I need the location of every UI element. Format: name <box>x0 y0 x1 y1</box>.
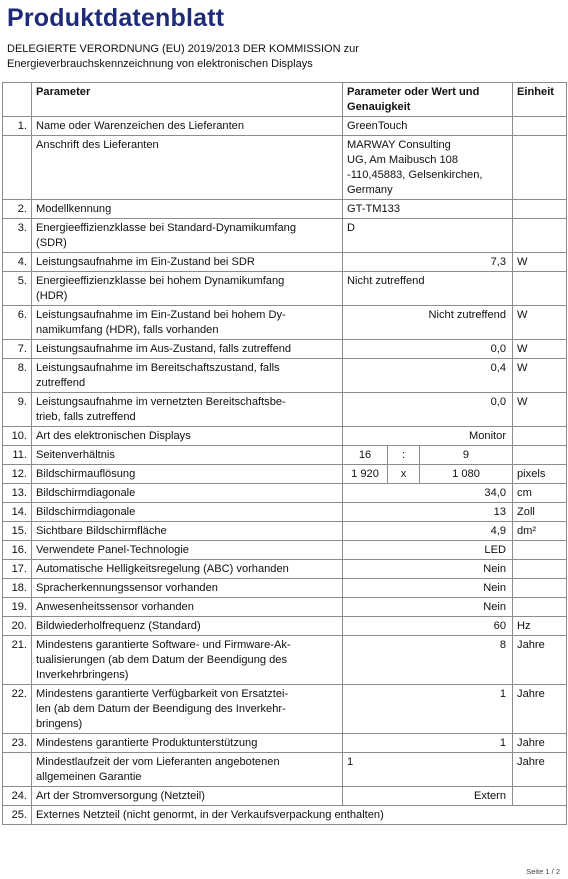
row-number: 15. <box>3 522 32 541</box>
value-part-2: 1 080 <box>420 465 513 484</box>
parameter-cell <box>32 541 343 560</box>
table-row <box>3 136 567 200</box>
value-cell <box>343 306 513 340</box>
unit-cell <box>513 598 567 617</box>
value-cell <box>343 787 513 806</box>
row-number: 3. <box>3 219 32 253</box>
unit-cell <box>513 560 567 579</box>
table-row <box>3 734 567 753</box>
header-value-line-1: Parameter oder Wert und <box>347 86 480 98</box>
value-cell <box>343 522 513 541</box>
parameter-text: Name oder Warenzeichen des Lieferanten <box>36 120 245 132</box>
unit-cell <box>513 200 567 219</box>
header-number <box>3 83 32 117</box>
parameter-cell <box>32 253 343 272</box>
unit-cell: W <box>513 253 567 272</box>
parameter-cell <box>32 393 343 427</box>
unit-cell <box>513 787 567 806</box>
unit-cell: Hz <box>513 617 567 636</box>
unit-cell: W <box>513 340 567 359</box>
regulation-line-2: Energieverbrauchskennzeichnung von elektronischen Displays <box>7 58 313 70</box>
row-number: 23. <box>3 734 32 753</box>
regulation-reference <box>7 42 562 72</box>
value-cell <box>343 617 513 636</box>
table-row <box>3 219 567 253</box>
unit-cell <box>513 117 567 136</box>
parameter-text: Mindestens garantierte Verfügbarkeit von Ersatztei- <box>36 688 289 700</box>
unit-cell: cm <box>513 484 567 503</box>
parameter-text: Bildschirmauflösung <box>36 468 136 480</box>
parameter-cell <box>32 734 343 753</box>
value-text: Extern <box>473 790 507 802</box>
unit-cell <box>513 541 567 560</box>
parameter-text: Leistungsaufnahme im vernetzten Bereitschaftsbe- <box>36 396 286 408</box>
parameter-cell <box>32 560 343 579</box>
value-cell <box>343 541 513 560</box>
parameter-cell <box>32 617 343 636</box>
parameter-text: Bildschirmdiagonale <box>36 487 136 499</box>
value-text: Germany <box>347 184 393 196</box>
parameter-text: tualisierungen (ab dem Datum der Beendigung des <box>36 654 288 666</box>
parameter-text: Spracherkennungssensor vorhanden <box>36 582 218 594</box>
value-text: 60 <box>493 620 507 632</box>
table-row <box>3 306 567 340</box>
value-text: 0,0 <box>490 343 507 355</box>
parameter-cell <box>32 753 343 787</box>
row-number: 20. <box>3 617 32 636</box>
row-number: 10. <box>3 427 32 446</box>
value-part-1: 16 <box>343 446 388 465</box>
value-cell <box>343 560 513 579</box>
value-text: Monitor <box>469 430 507 442</box>
unit-cell: Jahre <box>513 685 567 734</box>
parameter-cell <box>32 685 343 734</box>
table-row <box>3 200 567 219</box>
row-number: 11. <box>3 446 32 465</box>
value-part-1: 1 920 <box>343 465 388 484</box>
value-text: Nein <box>483 582 507 594</box>
row-number <box>3 136 32 200</box>
parameter-text: zutreffend <box>36 377 86 389</box>
row-number: 18. <box>3 579 32 598</box>
value-cell <box>343 427 513 446</box>
value-cell <box>343 685 513 734</box>
parameter-text: Seitenverhältnis <box>36 449 115 461</box>
value-cell <box>343 753 513 787</box>
table-body <box>3 117 567 825</box>
parameter-cell <box>32 427 343 446</box>
table-row <box>3 253 567 272</box>
table-row <box>3 465 567 484</box>
value-text: -110,45883, Gelsenkirchen, <box>347 169 483 181</box>
unit-cell <box>513 427 567 446</box>
row-number: 22. <box>3 685 32 734</box>
parameter-cell <box>32 340 343 359</box>
row-number: 8. <box>3 359 32 393</box>
row-number: 2. <box>3 200 32 219</box>
row-number: 16. <box>3 541 32 560</box>
parameter-cell <box>32 272 343 306</box>
table-row <box>3 753 567 787</box>
value-text: 0,0 <box>490 396 507 408</box>
value-text: GreenTouch <box>347 120 408 132</box>
value-cell <box>343 272 513 306</box>
value-text: D <box>347 222 356 234</box>
table-row <box>3 636 567 685</box>
value-cell <box>343 359 513 393</box>
value-text: 0,4 <box>490 362 507 374</box>
table-row <box>3 503 567 522</box>
parameter-cell <box>32 522 343 541</box>
parameter-text: Leistungsaufnahme im Bereitschaftszustand, falls <box>36 362 280 374</box>
parameter-text: Bildwiederholfrequenz (Standard) <box>36 620 201 632</box>
parameter-cell <box>32 465 343 484</box>
value-cell <box>343 136 513 200</box>
row-number: 14. <box>3 503 32 522</box>
unit-cell: pixels <box>513 465 567 484</box>
value-cell <box>343 579 513 598</box>
unit-cell <box>513 219 567 253</box>
unit-cell: Jahre <box>513 734 567 753</box>
unit-cell: W <box>513 359 567 393</box>
parameter-cell <box>32 598 343 617</box>
table-row <box>3 272 567 306</box>
parameter-text: Energieeffizienzklasse bei hohem Dynamikumfang <box>36 275 285 287</box>
unit-cell <box>513 272 567 306</box>
value-text: UG, Am Maibusch 108 <box>347 154 458 166</box>
table-row <box>3 560 567 579</box>
value-cell <box>343 219 513 253</box>
table-row <box>3 393 567 427</box>
parameter-cell <box>32 806 567 825</box>
unit-cell: W <box>513 306 567 340</box>
parameter-cell <box>32 579 343 598</box>
row-number: 21. <box>3 636 32 685</box>
row-number: 4. <box>3 253 32 272</box>
unit-cell: dm² <box>513 522 567 541</box>
row-number: 6. <box>3 306 32 340</box>
unit-cell <box>513 136 567 200</box>
parameter-text: Art der Stromversorgung (Netzteil) <box>36 790 205 802</box>
value-separator: x <box>388 465 420 484</box>
parameter-text: Leistungsaufnahme im Ein-Zustand bei hohem Dy- <box>36 309 286 321</box>
value-text: Nicht zutreffend <box>428 309 507 321</box>
parameter-cell <box>32 306 343 340</box>
row-number <box>3 753 32 787</box>
table-row <box>3 427 567 446</box>
value-text: 1 <box>347 756 354 768</box>
value-part-2: 9 <box>420 446 513 465</box>
header-unit: Einheit <box>513 83 567 117</box>
value-cell <box>343 393 513 427</box>
value-text: Nein <box>483 563 507 575</box>
parameter-cell <box>32 636 343 685</box>
value-text: 34,0 <box>484 487 507 499</box>
value-text: MARWAY Consulting <box>347 139 451 151</box>
value-text: 13 <box>493 506 507 518</box>
row-number: 12. <box>3 465 32 484</box>
row-number: 24. <box>3 787 32 806</box>
value-text: Nein <box>483 601 507 613</box>
parameter-cell <box>32 484 343 503</box>
value-cell <box>343 253 513 272</box>
value-text: 4,9 <box>490 525 507 537</box>
parameter-text: Verwendete Panel-Technologie <box>36 544 189 556</box>
unit-cell: Jahre <box>513 753 567 787</box>
row-number: 25. <box>3 806 32 825</box>
parameter-text: Mindestlaufzeit der vom Lieferanten angebotenen <box>36 756 280 768</box>
table-header-row <box>3 83 567 117</box>
header-parameter: Parameter <box>32 83 343 117</box>
value-cell <box>343 117 513 136</box>
table-row <box>3 787 567 806</box>
parameter-text: Energieeffizienzklasse bei Standard-Dynamikumfang <box>36 222 297 234</box>
value-cell <box>343 734 513 753</box>
parameter-cell <box>32 200 343 219</box>
table-row <box>3 685 567 734</box>
value-cell <box>343 598 513 617</box>
parameter-text: Modellkennung <box>36 203 112 215</box>
value-text: 7,3 <box>490 256 507 268</box>
table-row <box>3 617 567 636</box>
table-row <box>3 806 567 825</box>
parameter-text: (HDR) <box>36 290 68 302</box>
parameter-text: Art des elektronischen Displays <box>36 430 191 442</box>
parameter-cell <box>32 219 343 253</box>
parameter-text: Leistungsaufnahme im Ein-Zustand bei SDR <box>36 256 255 268</box>
row-number: 5. <box>3 272 32 306</box>
parameter-cell <box>32 787 343 806</box>
value-separator: : <box>388 446 420 465</box>
table-row <box>3 522 567 541</box>
parameter-cell <box>32 359 343 393</box>
value-text: 8 <box>499 639 507 651</box>
parameter-text: namikumfang (HDR), falls vorhanden <box>36 324 219 336</box>
parameter-cell <box>32 117 343 136</box>
parameter-text: trieb, falls zutreffend <box>36 411 136 423</box>
table-row <box>3 359 567 393</box>
table-row <box>3 117 567 136</box>
value-text: 1 <box>499 688 507 700</box>
value-text: GT-TM133 <box>347 203 401 215</box>
unit-cell: W <box>513 393 567 427</box>
regulation-line-1: DELEGIERTE VERORDNUNG (EU) 2019/2013 DER KOMMISSION zur <box>7 43 359 55</box>
parameter-text: Anwesenheitssensor vorhanden <box>36 601 194 613</box>
value-text: LED <box>484 544 507 556</box>
row-number: 7. <box>3 340 32 359</box>
parameter-text: Bildschirmdiagonale <box>36 506 136 518</box>
unit-cell: Jahre <box>513 636 567 685</box>
unit-cell: Zoll <box>513 503 567 522</box>
parameter-text: Sichtbare Bildschirmfläche <box>36 525 167 537</box>
value-text: Nicht zutreffend <box>347 275 425 287</box>
header-value <box>343 83 513 117</box>
row-number: 13. <box>3 484 32 503</box>
unit-cell <box>513 446 567 465</box>
row-number: 17. <box>3 560 32 579</box>
table-row <box>3 579 567 598</box>
parameter-text: Inverkehrbringens) <box>36 669 129 681</box>
document-title: Produktdatenblatt <box>7 4 225 32</box>
value-cell <box>343 636 513 685</box>
parameter-text: Mindestens garantierte Produktunterstützung <box>36 737 258 749</box>
parameter-text: Leistungsaufnahme im Aus-Zustand, falls zutreffend <box>36 343 292 355</box>
parameter-text: Automatische Helligkeitsregelung (ABC) vorhanden <box>36 563 289 575</box>
product-data-table <box>2 82 567 825</box>
value-cell <box>343 200 513 219</box>
row-number: 19. <box>3 598 32 617</box>
row-number: 1. <box>3 117 32 136</box>
parameter-text: len (ab dem Datum der Beendigung des Inverkehr- <box>36 703 286 715</box>
table-row <box>3 598 567 617</box>
parameter-text: Anschrift des Lieferanten <box>36 139 159 151</box>
parameter-text: Externes Netzteil (nicht genormt, in der Verkaufsverpackung enthalten) <box>36 809 384 821</box>
parameter-text: allgemeinen Garantie <box>36 771 142 783</box>
parameter-cell <box>32 503 343 522</box>
value-cell <box>343 503 513 522</box>
value-text: 1 <box>499 737 507 749</box>
parameter-text: (SDR) <box>36 237 67 249</box>
table-row <box>3 340 567 359</box>
table-row <box>3 484 567 503</box>
table-row <box>3 541 567 560</box>
table-row <box>3 446 567 465</box>
value-cell <box>343 484 513 503</box>
parameter-cell <box>32 446 343 465</box>
value-cell <box>343 340 513 359</box>
parameter-text: bringens) <box>36 718 83 730</box>
parameter-cell <box>32 136 343 200</box>
page-number: Seite 1 / 2 <box>526 867 560 876</box>
unit-cell <box>513 579 567 598</box>
parameter-text: Mindestens garantierte Software- und Firmware-Ak- <box>36 639 291 651</box>
row-number: 9. <box>3 393 32 427</box>
header-value-line-2: Genauigkeit <box>347 101 411 113</box>
